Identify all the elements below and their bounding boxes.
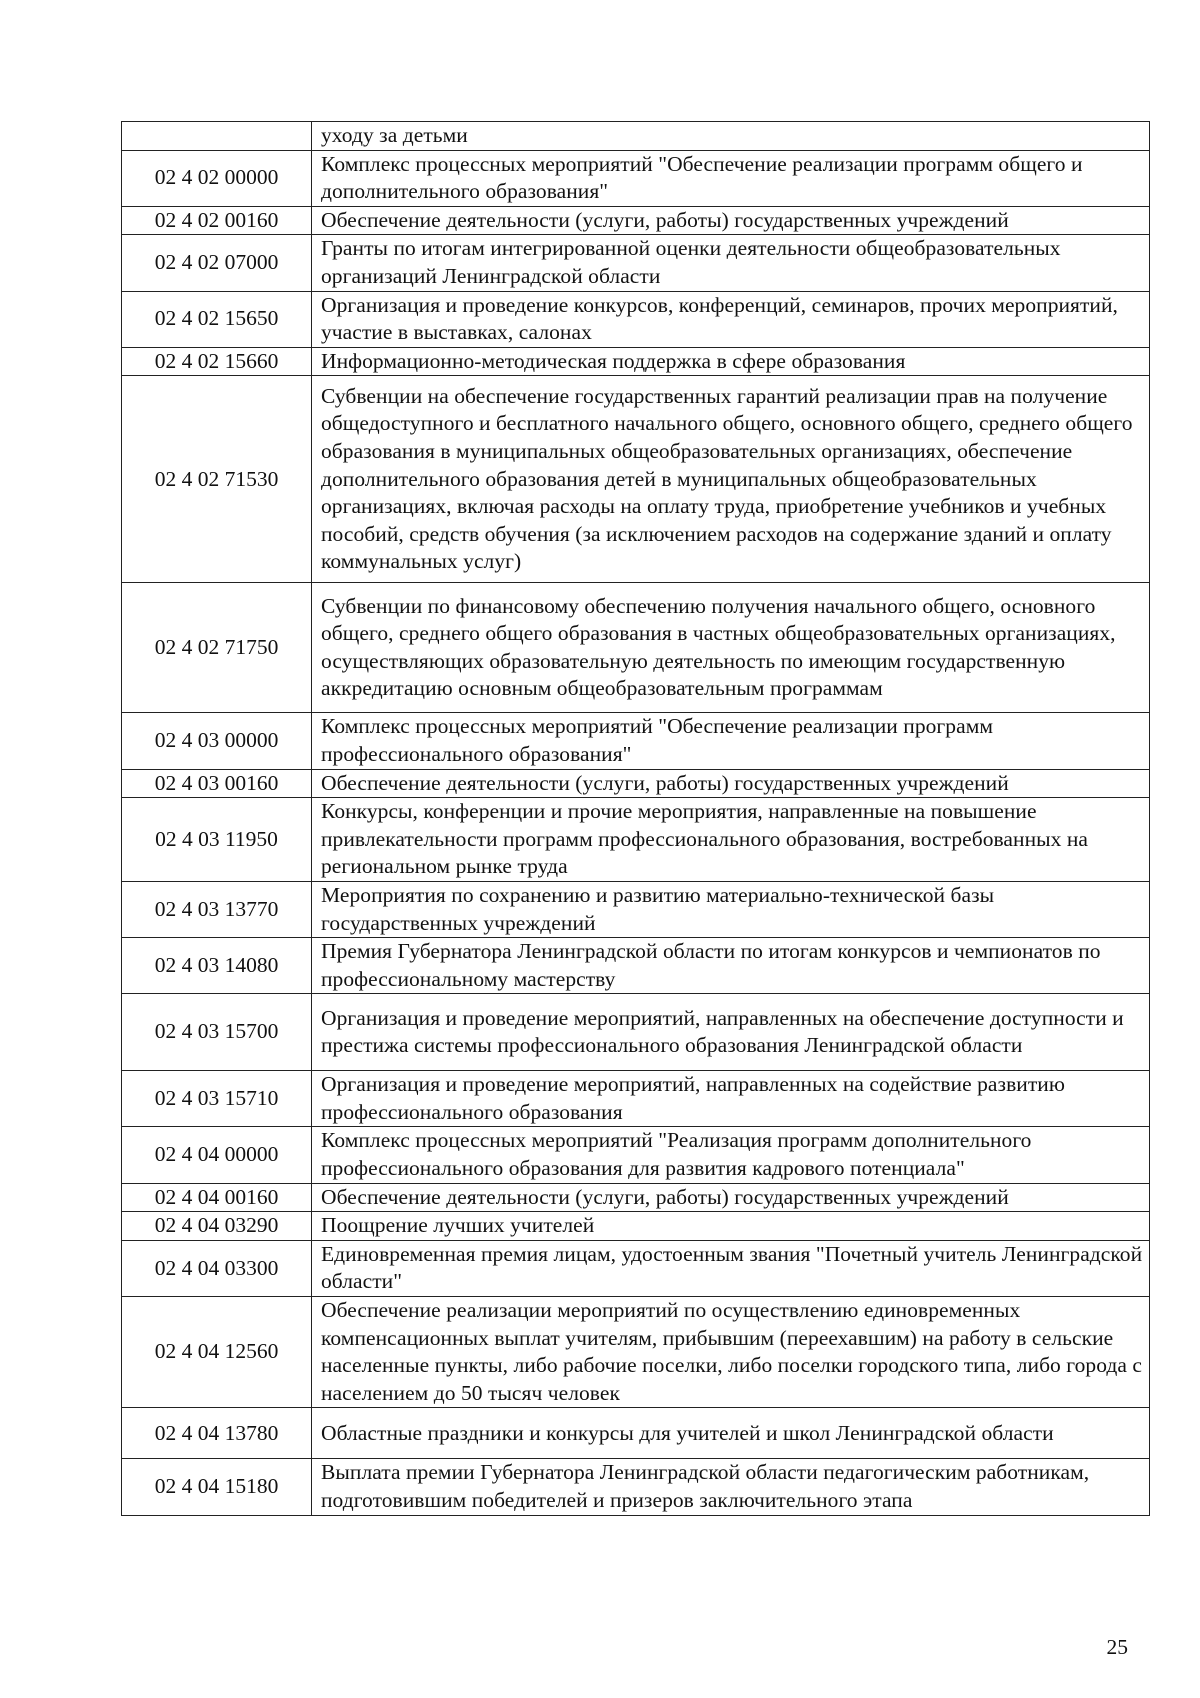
page-number: 25 — [1106, 1635, 1128, 1659]
code-cell: 02 4 04 00000 — [122, 1127, 312, 1183]
table-row — [122, 713, 1150, 769]
description-cell: Поощрение лучших учителей — [312, 1212, 1150, 1241]
table-row — [122, 1183, 1150, 1212]
code-cell: 02 4 02 15660 — [122, 347, 312, 376]
description-cell: Комплекс процессных мероприятий "Обеспечение реализации программ профессионального образования" — [312, 713, 1150, 769]
table-row — [122, 1297, 1150, 1408]
budget-classification-table — [121, 121, 1150, 1516]
description-cell: Мероприятия по сохранению и развитию материально-технической базы государственных учреждений — [312, 881, 1150, 937]
description-cell: Организация и проведение мероприятий, направленных на содействие развитию профессионального образования — [312, 1071, 1150, 1127]
code-cell: 02 4 03 14080 — [122, 938, 312, 994]
table-row — [122, 583, 1150, 713]
table-body — [122, 122, 1150, 1516]
code-cell: 02 4 02 71750 — [122, 583, 312, 713]
table-row — [122, 1240, 1150, 1296]
description-cell: Конкурсы, конференции и прочие мероприятия, направленные на повышение привлекательности программ профессионального образования, востребованных на региональном рынке труда — [312, 798, 1150, 882]
code-cell: 02 4 04 03290 — [122, 1212, 312, 1241]
description-cell: Субвенции по финансовому обеспечению получения начального общего, основного общего, среднего общего образования в частных общеобразовательных организациях, осуществляющих образовательную деятельность по имеющим государственную аккредитацию основным общеобразовательным программам — [312, 583, 1150, 713]
description-cell: Обеспечение деятельности (услуги, работы) государственных учреждений — [312, 1183, 1150, 1212]
code-cell: 02 4 04 12560 — [122, 1297, 312, 1408]
description-cell: Обеспечение реализации мероприятий по осуществлению единовременных компенсационных выплат учителям, прибывшим (переехавшим) на работу в сельские населенные пункты, либо рабочие поселки, либо поселки городского типа, либо города с населением до 50 тысяч человек — [312, 1297, 1150, 1408]
table-row — [122, 150, 1150, 206]
table-row — [122, 1212, 1150, 1241]
code-cell: 02 4 02 00160 — [122, 206, 312, 235]
description-cell: Областные праздники и конкурсы для учителей и школ Ленинградской области — [312, 1408, 1150, 1459]
description-cell: Обеспечение деятельности (услуги, работы) государственных учреждений — [312, 769, 1150, 798]
table-row — [122, 1459, 1150, 1515]
table-row — [122, 291, 1150, 347]
code-cell: 02 4 03 15700 — [122, 994, 312, 1071]
code-cell — [122, 122, 312, 151]
table-row — [122, 994, 1150, 1071]
code-cell: 02 4 04 03300 — [122, 1240, 312, 1296]
table-row — [122, 938, 1150, 994]
table-row — [122, 1127, 1150, 1183]
description-cell: Премия Губернатора Ленинградской области по итогам конкурсов и чемпионатов по профессиональному мастерству — [312, 938, 1150, 994]
table-row — [122, 769, 1150, 798]
description-cell: Комплекс процессных мероприятий "Обеспечение реализации программ общего и дополнительного образования" — [312, 150, 1150, 206]
table-row — [122, 376, 1150, 583]
description-cell: уходу за детьми — [312, 122, 1150, 151]
code-cell: 02 4 04 13780 — [122, 1408, 312, 1459]
description-cell: Единовременная премия лицам, удостоенным звания "Почетный учитель Ленинградской области" — [312, 1240, 1150, 1296]
code-cell: 02 4 02 00000 — [122, 150, 312, 206]
table-row — [122, 798, 1150, 882]
description-cell: Обеспечение деятельности (услуги, работы) государственных учреждений — [312, 206, 1150, 235]
code-cell: 02 4 04 00160 — [122, 1183, 312, 1212]
description-cell: Информационно-методическая поддержка в сфере образования — [312, 347, 1150, 376]
description-cell: Гранты по итогам интегрированной оценки деятельности общеобразовательных организаций Ленинградской области — [312, 235, 1150, 291]
code-cell: 02 4 03 15710 — [122, 1071, 312, 1127]
table-row — [122, 881, 1150, 937]
code-cell: 02 4 03 00000 — [122, 713, 312, 769]
table-row — [122, 1408, 1150, 1459]
description-cell: Комплекс процессных мероприятий "Реализация программ дополнительного профессионального образования для развития кадрового потенциала" — [312, 1127, 1150, 1183]
table-row — [122, 122, 1150, 151]
table-row — [122, 347, 1150, 376]
description-cell: Организация и проведение мероприятий, направленных на обеспечение доступности и престижа системы профессионального образования Ленинградской области — [312, 994, 1150, 1071]
table-row — [122, 235, 1150, 291]
table-row — [122, 206, 1150, 235]
code-cell: 02 4 04 15180 — [122, 1459, 312, 1515]
code-cell: 02 4 03 00160 — [122, 769, 312, 798]
code-cell: 02 4 02 15650 — [122, 291, 312, 347]
code-cell: 02 4 02 71530 — [122, 376, 312, 583]
description-cell: Организация и проведение конкурсов, конференций, семинаров, прочих мероприятий, участие в выставках, салонах — [312, 291, 1150, 347]
code-cell: 02 4 03 13770 — [122, 881, 312, 937]
description-cell: Выплата премии Губернатора Ленинградской области педагогическим работникам, подготовившим победителей и призеров заключительного этапа — [312, 1459, 1150, 1515]
description-cell: Субвенции на обеспечение государственных гарантий реализации прав на получение общедоступного и бесплатного начального общего, основного общего, среднего общего образования в муниципальных общеобразовательных организациях, обеспечение дополнительного образования детей в муниципальных общеобразовательных организациях, включая расходы на оплату труда, приобретение учебников и учебных пособий, средств обучения (за исключением расходов на содержание зданий и оплату коммунальных услуг) — [312, 376, 1150, 583]
code-cell: 02 4 02 07000 — [122, 235, 312, 291]
table-row — [122, 1071, 1150, 1127]
code-cell: 02 4 03 11950 — [122, 798, 312, 882]
